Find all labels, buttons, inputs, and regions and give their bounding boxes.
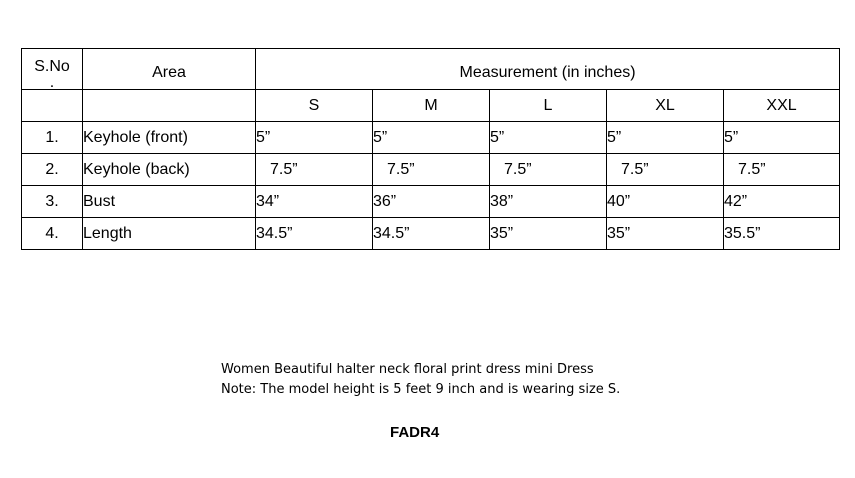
size-header-m: M xyxy=(373,90,490,122)
row-area: Length xyxy=(83,218,256,250)
sno-header: S.No xyxy=(34,58,70,75)
area-header: Area xyxy=(152,64,186,81)
value-cell: 5” xyxy=(373,122,490,154)
value-cell: 34.5” xyxy=(256,218,373,250)
table-header-row xyxy=(22,49,840,90)
size-header-s: S xyxy=(256,90,373,122)
value-cell: 42” xyxy=(724,186,840,218)
measurement-header: Measurement (in inches) xyxy=(459,64,636,81)
area-header-cell xyxy=(83,49,256,90)
value-cell: 34.5” xyxy=(373,218,490,250)
value-cell: 7.5” xyxy=(373,154,490,186)
sno-header-dot: . xyxy=(49,74,55,91)
sno-header-cell xyxy=(22,49,83,90)
size-header-xxl: XXL xyxy=(724,90,840,122)
value-cell: 35” xyxy=(490,218,607,250)
row-number: 1. xyxy=(22,122,83,154)
model-note: Note: The model height is 5 feet 9 inch and is wearing size S. xyxy=(221,382,621,397)
value-cell: 35” xyxy=(607,218,724,250)
value-cell: 40” xyxy=(607,186,724,218)
product-code: FADR4 xyxy=(390,424,440,441)
value-cell: 35.5” xyxy=(724,218,840,250)
value-cell: 7.5” xyxy=(256,154,373,186)
row-area: Keyhole (back) xyxy=(83,154,256,186)
table-row xyxy=(22,154,840,186)
table-row xyxy=(22,218,840,250)
empty-cell xyxy=(83,90,256,122)
row-number: 4. xyxy=(22,218,83,250)
value-cell: 38” xyxy=(490,186,607,218)
value-cell: 7.5” xyxy=(607,154,724,186)
row-area: Keyhole (front) xyxy=(83,122,256,154)
size-header-l: L xyxy=(490,90,607,122)
value-cell: 5” xyxy=(256,122,373,154)
size-header-row xyxy=(22,90,840,122)
size-chart-table xyxy=(21,48,840,250)
product-caption xyxy=(221,360,620,400)
row-area: Bust xyxy=(83,186,256,218)
value-cell: 7.5” xyxy=(724,154,840,186)
value-cell: 5” xyxy=(607,122,724,154)
empty-cell xyxy=(22,90,83,122)
row-number: 3. xyxy=(22,186,83,218)
size-header-xl: XL xyxy=(607,90,724,122)
table-row xyxy=(22,122,840,154)
measurement-header-cell xyxy=(256,49,840,90)
product-description: Women Beautiful halter neck floral print dress mini Dress xyxy=(221,362,594,377)
value-cell: 5” xyxy=(724,122,840,154)
value-cell: 5” xyxy=(490,122,607,154)
value-cell: 34” xyxy=(256,186,373,218)
value-cell: 7.5” xyxy=(490,154,607,186)
table-row xyxy=(22,186,840,218)
row-number: 2. xyxy=(22,154,83,186)
value-cell: 36” xyxy=(373,186,490,218)
